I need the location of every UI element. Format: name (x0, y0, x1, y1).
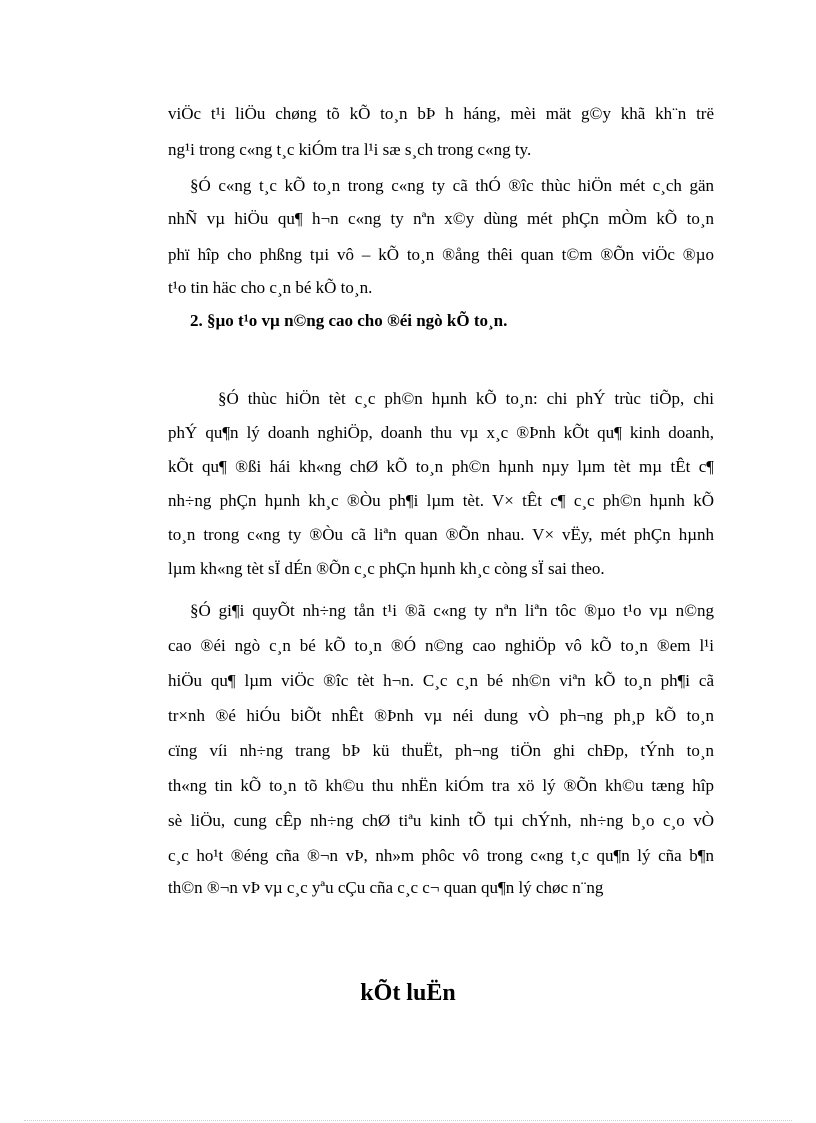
text-line: th«ng tin kÕ to¸n tõ kh©u thu nhËn kiÓm tra xö lý ®Õn kh©u tæng hîp (168, 776, 714, 795)
page-bottom-divider (24, 1120, 792, 1121)
text-line: sè liÖu, cung cÊp nh÷ng chØ tiªu kinh tÕ tµi chÝnh, nh÷ng b¸o c¸o vÒ (168, 811, 714, 830)
conclusion-title: kÕt luËn (360, 980, 456, 1006)
text-line: hiÖu qu¶ lµm viÖc ®îc tèt h¬n. C¸c c¸n bé nh©n viªn kÕ to¸n ph¶i cã (168, 671, 714, 690)
text-line: phÝ qu¶n lý doanh nghiÖp, doanh thu vµ x¸c ®Þnh kÕt qu¶ kinh doanh, (168, 423, 714, 442)
text-line: t¹o tin häc cho c¸n bé kÕ to¸n. (168, 278, 373, 297)
text-line: §Ó c«ng t¸c kÕ to¸n trong c«ng ty cã thÓ ®îc thùc hiÖn mét c¸ch gän (190, 176, 714, 195)
section-heading: 2. §µo t¹o vµ n©ng cao cho ®éi ngò kÕ to¸n. (190, 311, 508, 330)
text-line: nh÷ng phÇn hµnh kh¸c ®Òu ph¶i lµm tèt. V× tÊt c¶ c¸c ph©n hµnh kÕ (168, 491, 714, 510)
text-line: cao ®éi ngò c¸n bé kÕ to¸n ®Ó n©ng cao nghiÖp vô kÕ to¸n ®em l¹i (168, 636, 714, 655)
text-line: §Ó thùc hiÖn tèt c¸c ph©n hµnh kÕ to¸n: chi phÝ trùc tiÕp, chi (218, 389, 714, 408)
text-line: tr×nh ®é hiÓu biÕt nhÊt ®Þnh vµ néi dung vÒ ph¬ng ph¸p kÕ to¸n (168, 706, 714, 725)
text-line: lµm kh«ng tèt sÏ dÉn ®Õn c¸c phÇn hµnh kh¸c còng sÏ sai theo. (168, 559, 605, 578)
text-line: cïng víi nh÷ng trang bÞ kü thuËt, ph¬ng tiÖn ghi chÐp, tÝnh to¸n (168, 741, 714, 760)
text-line: to¸n trong c«ng ty ®Òu cã liªn quan ®Õn nhau. V× vËy, mét phÇn hµnh (168, 525, 714, 544)
text-line: kÕt qu¶ ®ßi hái kh«ng chØ kÕ to¸n ph©n hµnh nµy lµm tèt mµ tÊt c¶ (168, 457, 714, 476)
text-line: viÖc t¹i liÖu chøng tõ kÕ to¸n bÞ h háng, mèi mät g©y khã kh¨n trë (168, 104, 714, 123)
text-line: §Ó gi¶i quyÕt nh÷ng tån t¹i ®ã c«ng ty nªn liªn tôc ®µo t¹o vµ n©ng (190, 601, 714, 620)
text-line: nhÑ vµ hiÖu qu¶ h¬n c«ng ty nªn x©y dùng mét phÇn mÒm kÕ to¸n (168, 209, 714, 228)
text-line: ng¹i trong c«ng t¸c kiÓm tra l¹i sæ s¸ch trong c«ng ty. (168, 140, 532, 159)
text-line: c¸c ho¹t ®éng cña ®¬n vÞ, nh»m phôc vô trong c«ng t¸c qu¶n lý cña b¶n (168, 846, 714, 865)
text-line: phï hîp cho phßng tµi vô – kÕ to¸n ®ång thêi quan t©m ®Õn viÖc ®µo (168, 245, 714, 264)
text-line: th©n ®¬n vÞ vµ c¸c yªu cÇu cña c¸c c¬ quan qu¶n lý chøc n¨ng (168, 878, 604, 897)
